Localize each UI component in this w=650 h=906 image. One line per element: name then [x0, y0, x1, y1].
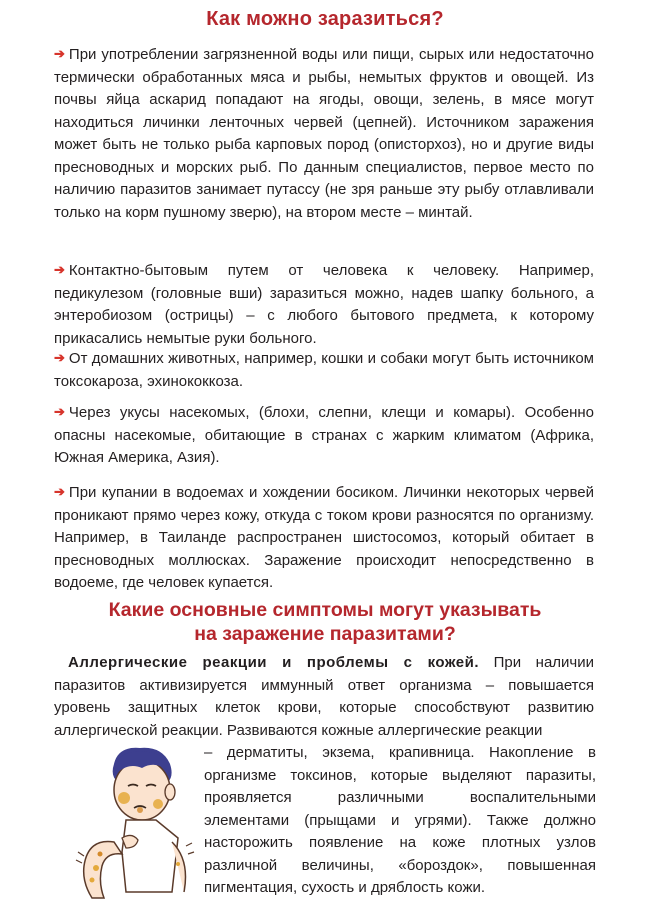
- list-item-text: Через укусы насекомых, (блохи, слепни, клещи и комары). Особенно опасны насекомые, обитающие в странах с жарким климатом (Африка, Южная Америка, Азия).: [54, 404, 594, 466]
- section2-title: [0, 598, 650, 646]
- arrow-right-icon: ➔: [54, 350, 65, 365]
- list-item: [54, 348, 594, 393]
- symptom-paragraph: [54, 652, 594, 742]
- list-item-text: От домашних животных, например, кошки и собаки могут быть источником токсокароза, эхинококкоза.: [54, 350, 594, 390]
- section2-title-line2: на заражение паразитами?: [194, 623, 456, 645]
- list-item: [54, 402, 594, 470]
- arrow-right-icon: ➔: [54, 46, 65, 61]
- symptom-heading: Аллергические реакции и проблемы с кожей.: [68, 654, 480, 671]
- symptom-paragraph-continued: – дерматиты, экзема, крапивница. Накопление в организме токсинов, которые выделяют паразиты, проявляется различными воспалительными элементами (прыщами и угрями). Также должно насторожить появление на коже плотных узлов различной величины, «бороздок», повышенная пигментация, сухость и дряблость кожи.: [204, 744, 596, 896]
- list-item: [54, 44, 594, 224]
- list-item-text: Контактно-бытовым путем от человека к человеку. Например, педикулезом (головные вши) заразиться можно, надев шапку больного, а энтеробиозом (острицы) – с любого бытового предмета, к которому прикасались немытые руки больного.: [54, 262, 594, 347]
- list-item: [54, 482, 594, 595]
- section2-title-line1: Какие основные симптомы могут указывать: [108, 599, 542, 621]
- list-item: [54, 260, 594, 350]
- symptom-text: При наличии паразитов активизируется иммунный ответ организма – повышается уровень защитных клеток крови, которые способствуют развитию аллергической реакции. Развиваются кожные аллергические реакции: [54, 654, 595, 739]
- arrow-right-icon: ➔: [54, 404, 65, 419]
- arrow-right-icon: ➔: [54, 484, 65, 499]
- itchy-person-illustration: [66, 742, 206, 902]
- list-item-text: При употреблении загрязненной воды или пищи, сырых или недостаточно термически обработанных мяса и рыбы, немытых фруктов и овощей. Из почвы яйца аскарид попадают на ягоды, овощи, зелень, в мясе могут находиться личинки ленточных червей (цепней). Источником заражения может быть не только рыба карповых пород (описторхоз), но и другие виды пресноводных и морских рыб. По данным специалистов, первое место по наличию паразитов занимает путассу (не зря раньше эту рыбу отлавливали только на корм пушному зверю), на втором месте – минтай.: [54, 46, 594, 221]
- arrow-right-icon: ➔: [54, 262, 65, 277]
- list-item-text: При купании в водоемах и хождении босиком. Личинки некоторых червей проникают прямо через кожу, откуда с током крови разносятся по организму. Например, в Таиланде распространен шистосомоз, который обитает в пресноводных моллюсках. Заражение происходит непосредственно в водоеме, где человек купается.: [54, 484, 594, 591]
- section1-title: Как можно заразиться?: [206, 8, 444, 30]
